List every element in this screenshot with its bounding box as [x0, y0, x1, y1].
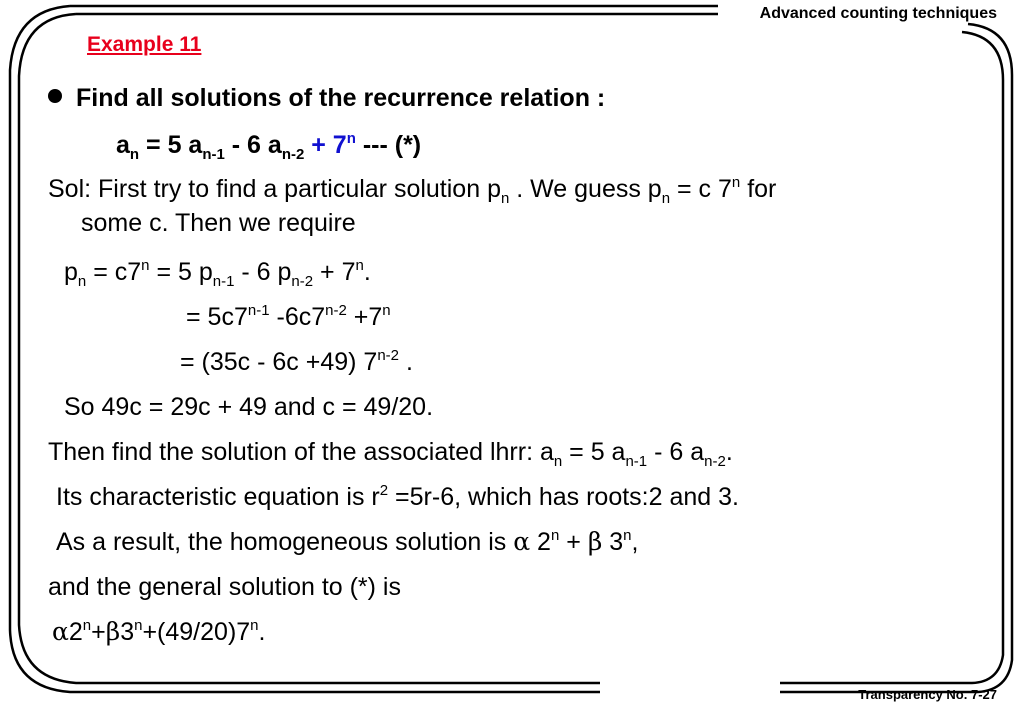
result-line: As a result, the homogeneous solution is α $2^n + \beta$ 3$^n$,: [56, 527, 639, 556]
bullet-heading: [48, 83, 605, 113]
sol-line-1: Sol: First try to find a particular solution $p_n$ . We guess $p_n = c$ 7$^n$ for: [48, 174, 777, 207]
bullet-text: Find all solutions of the recurrence relation :: [76, 84, 606, 112]
header-title: Advanced counting techniques: [759, 5, 997, 22]
example-title: Example 11: [87, 33, 202, 56]
equation-3: = (35c - 6c +49) 7$^{n-2}$ .: [180, 347, 413, 376]
general-line: and the general solution to (*) is: [48, 573, 401, 601]
equation-1: $p_n = c7^n = 5$ $p_{n-1} - 6$ $p_{n-2} + 7^n$.: [64, 257, 371, 290]
bullet-icon: [48, 89, 62, 103]
equation-2: = $5c7^{n-1}$ $-6c7^{n-2} +7^n$: [186, 302, 391, 331]
homogeneous-line: Then find the solution of the associated lhrr: $a_n = 5$ $a_{n-1} - 6$ $a_{n-2}$.: [48, 438, 733, 470]
so-line: So 49c = 29c + 49 and c = 49/20.: [64, 393, 434, 421]
footer-label: Transparency No. 7-27: [858, 687, 997, 702]
sol-line-2: some c. Then we require: [81, 209, 356, 237]
recurrence-equation: $a_n = 5$ $a_{n-1} - 6$ $a_{n-2} + 7^n$ --- (*): [116, 130, 422, 163]
final-solution: $\alpha 2^n+\beta 3^n+(49/20)7^n$.: [52, 617, 266, 646]
characteristic-line: Its characteristic equation is $r^2 =5r-6$, which has roots:2 and 3.: [56, 482, 739, 511]
